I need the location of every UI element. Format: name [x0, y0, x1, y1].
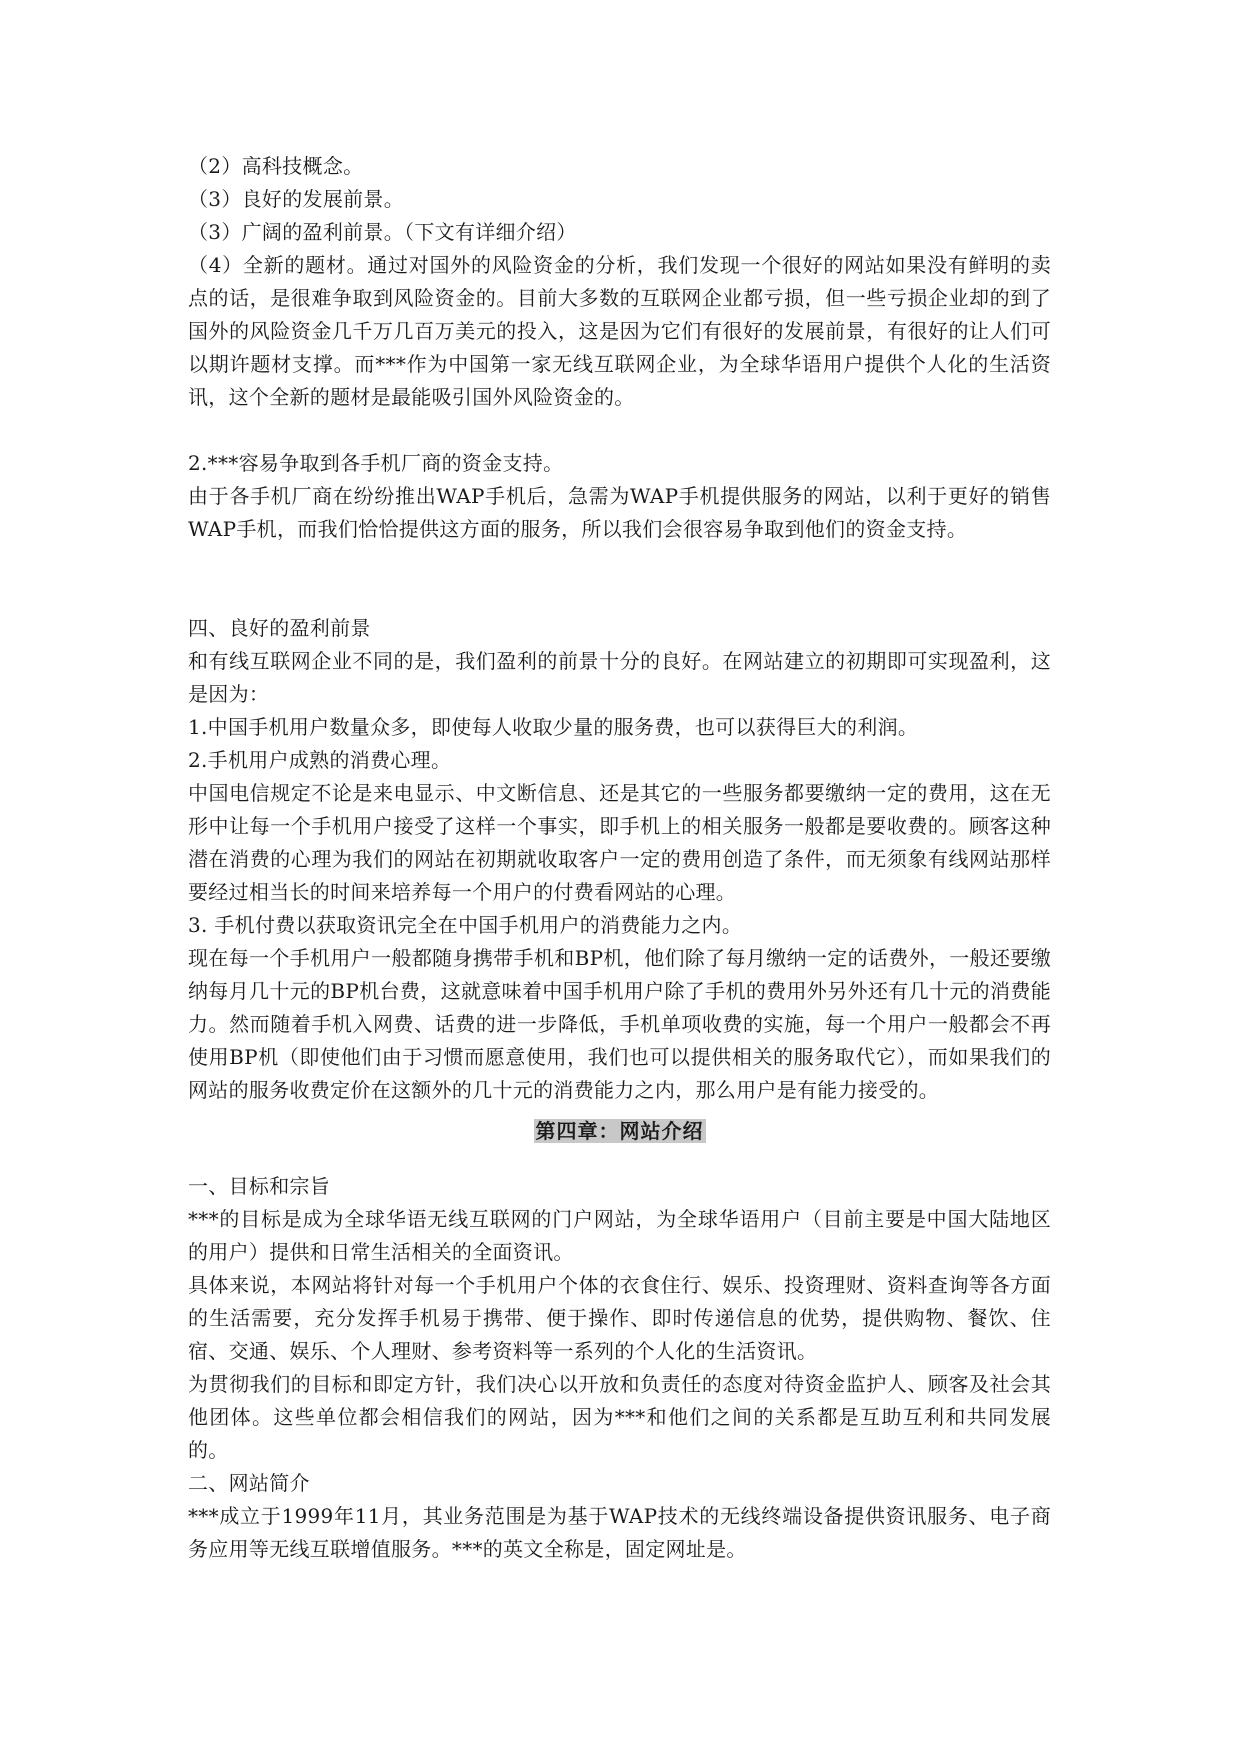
profit-section-heading: 四、良好的盈利前景 — [188, 616, 371, 640]
list-item-development-prospect: （3）良好的发展前景。 — [188, 187, 405, 211]
goal-section-heading: 一、目标和宗旨 — [188, 1174, 331, 1198]
goal-paragraph-1: ***的目标是成为全球华语无线互联网的门户网站，为全球华语用户（目前主要是中国大陆地区的用户）提供和日常生活相关的全面资讯。 — [188, 1207, 1051, 1264]
chapter-title-container — [188, 1115, 1051, 1148]
profit-point-2-paragraph: 中国电信规定不论是来电显示、中文断信息、还是其它的一些服务都要缴纳一定的费用，这在无形中让每一个手机用户接受了这样一个事实，即手机上的相关服务一般都是要收费的。顾客这种潜在消费的心理为我们的网站在初期就收取客户一定的费用创造了条件，而无须象有线网站那样要经过相当长的时间来培养每一个用户的付费看网站的心理。 — [188, 781, 1051, 904]
goal-paragraph-3: 为贯彻我们的目标和即定方针，我们决心以开放和负责任的态度对待资金监护人、顾客及社会其他团体。这些单位都会相信我们的网站，因为***和他们之间的关系都是互助互利和共同发展的。 — [188, 1372, 1051, 1462]
list-item-profit-prospect: （3）广阔的盈利前景。（下文有详细介绍） — [188, 220, 577, 244]
document-page — [188, 150, 1051, 1566]
profit-point-2: 2.手机用户成熟的消费心理。 — [188, 748, 452, 772]
chapter-title: 第四章：网站介绍 — [535, 1119, 704, 1143]
goal-paragraph-2: 具体来说，本网站将针对每一个手机用户个体的衣食住行、娱乐、投资理财、资料查询等各方面的生活需要，充分发挥手机易于携带、便于操作、即时传递信息的优势，提供购物、餐饮、住宿、交通、娱乐、个人理财、参考资料等一系列的个人化的生活资讯。 — [188, 1273, 1051, 1363]
manufacturer-support-paragraph: 由于各手机厂商在纷纷推出WAP手机后，急需为WAP手机提供服务的网站，以利于更好的销售WAP手机，而我们恰恰提供这方面的服务，所以我们会很容易争取到他们的资金支持。 — [188, 484, 1051, 541]
manufacturer-support-heading: 2.***容易争取到各手机厂商的资金支持。 — [188, 451, 564, 475]
list-item-new-theme: （4）全新的题材。通过对国外的风险资金的分析，我们发现一个很好的网站如果没有鲜明的卖点的话，是很难争取到风险资金的。目前大多数的互联网企业都亏损，但一些亏损企业却的到了国外的风险资金几千万几百万美元的投入，这是因为它们有很好的发展前景，有很好的让人们可以期许题材支撑。而***作为中国第一家无线互联网企业，为全球华语用户提供个人化的生活资讯，这个全新的题材是最能吸引国外风险资金的。 — [188, 253, 1051, 409]
profit-intro-paragraph: 和有线互联网企业不同的是，我们盈利的前景十分的良好。在网站建立的初期即可实现盈利，这是因为： — [188, 649, 1051, 706]
profit-point-3-paragraph: 现在每一个手机用户一般都随身携带手机和BP机，他们除了每月缴纳一定的话费外，一般还要缴纳每月几十元的BP机台费，这就意味着中国手机用户除了手机的费用外另外还有几十元的消费能力。然而随着手机入网费、话费的进一步降低，手机单项收费的实施，每一个用户一般都会不再使用BP机（即使他们由于习惯而愿意使用，我们也可以提供相关的服务取代它），而如果我们的网站的服务收费定价在这额外的几十元的消费能力之内，那么用户是有能力接受的。 — [188, 946, 1051, 1102]
list-item-high-tech: （2）高科技概念。 — [188, 154, 364, 178]
site-intro-heading: 二、网站简介 — [188, 1471, 310, 1495]
profit-point-1: 1.中国手机用户数量众多，即使每人收取少量的服务费，也可以获得巨大的利润。 — [188, 715, 919, 739]
site-intro-paragraph: ***成立于1999年11月，其业务范围是为基于WAP技术的无线终端设备提供资讯服务、电子商务应用等无线互联增值服务。***的英文全称是，固定网址是。 — [188, 1504, 1051, 1561]
profit-point-3: 3. 手机付费以获取资讯完全在中国手机用户的消费能力之内。 — [188, 913, 743, 937]
